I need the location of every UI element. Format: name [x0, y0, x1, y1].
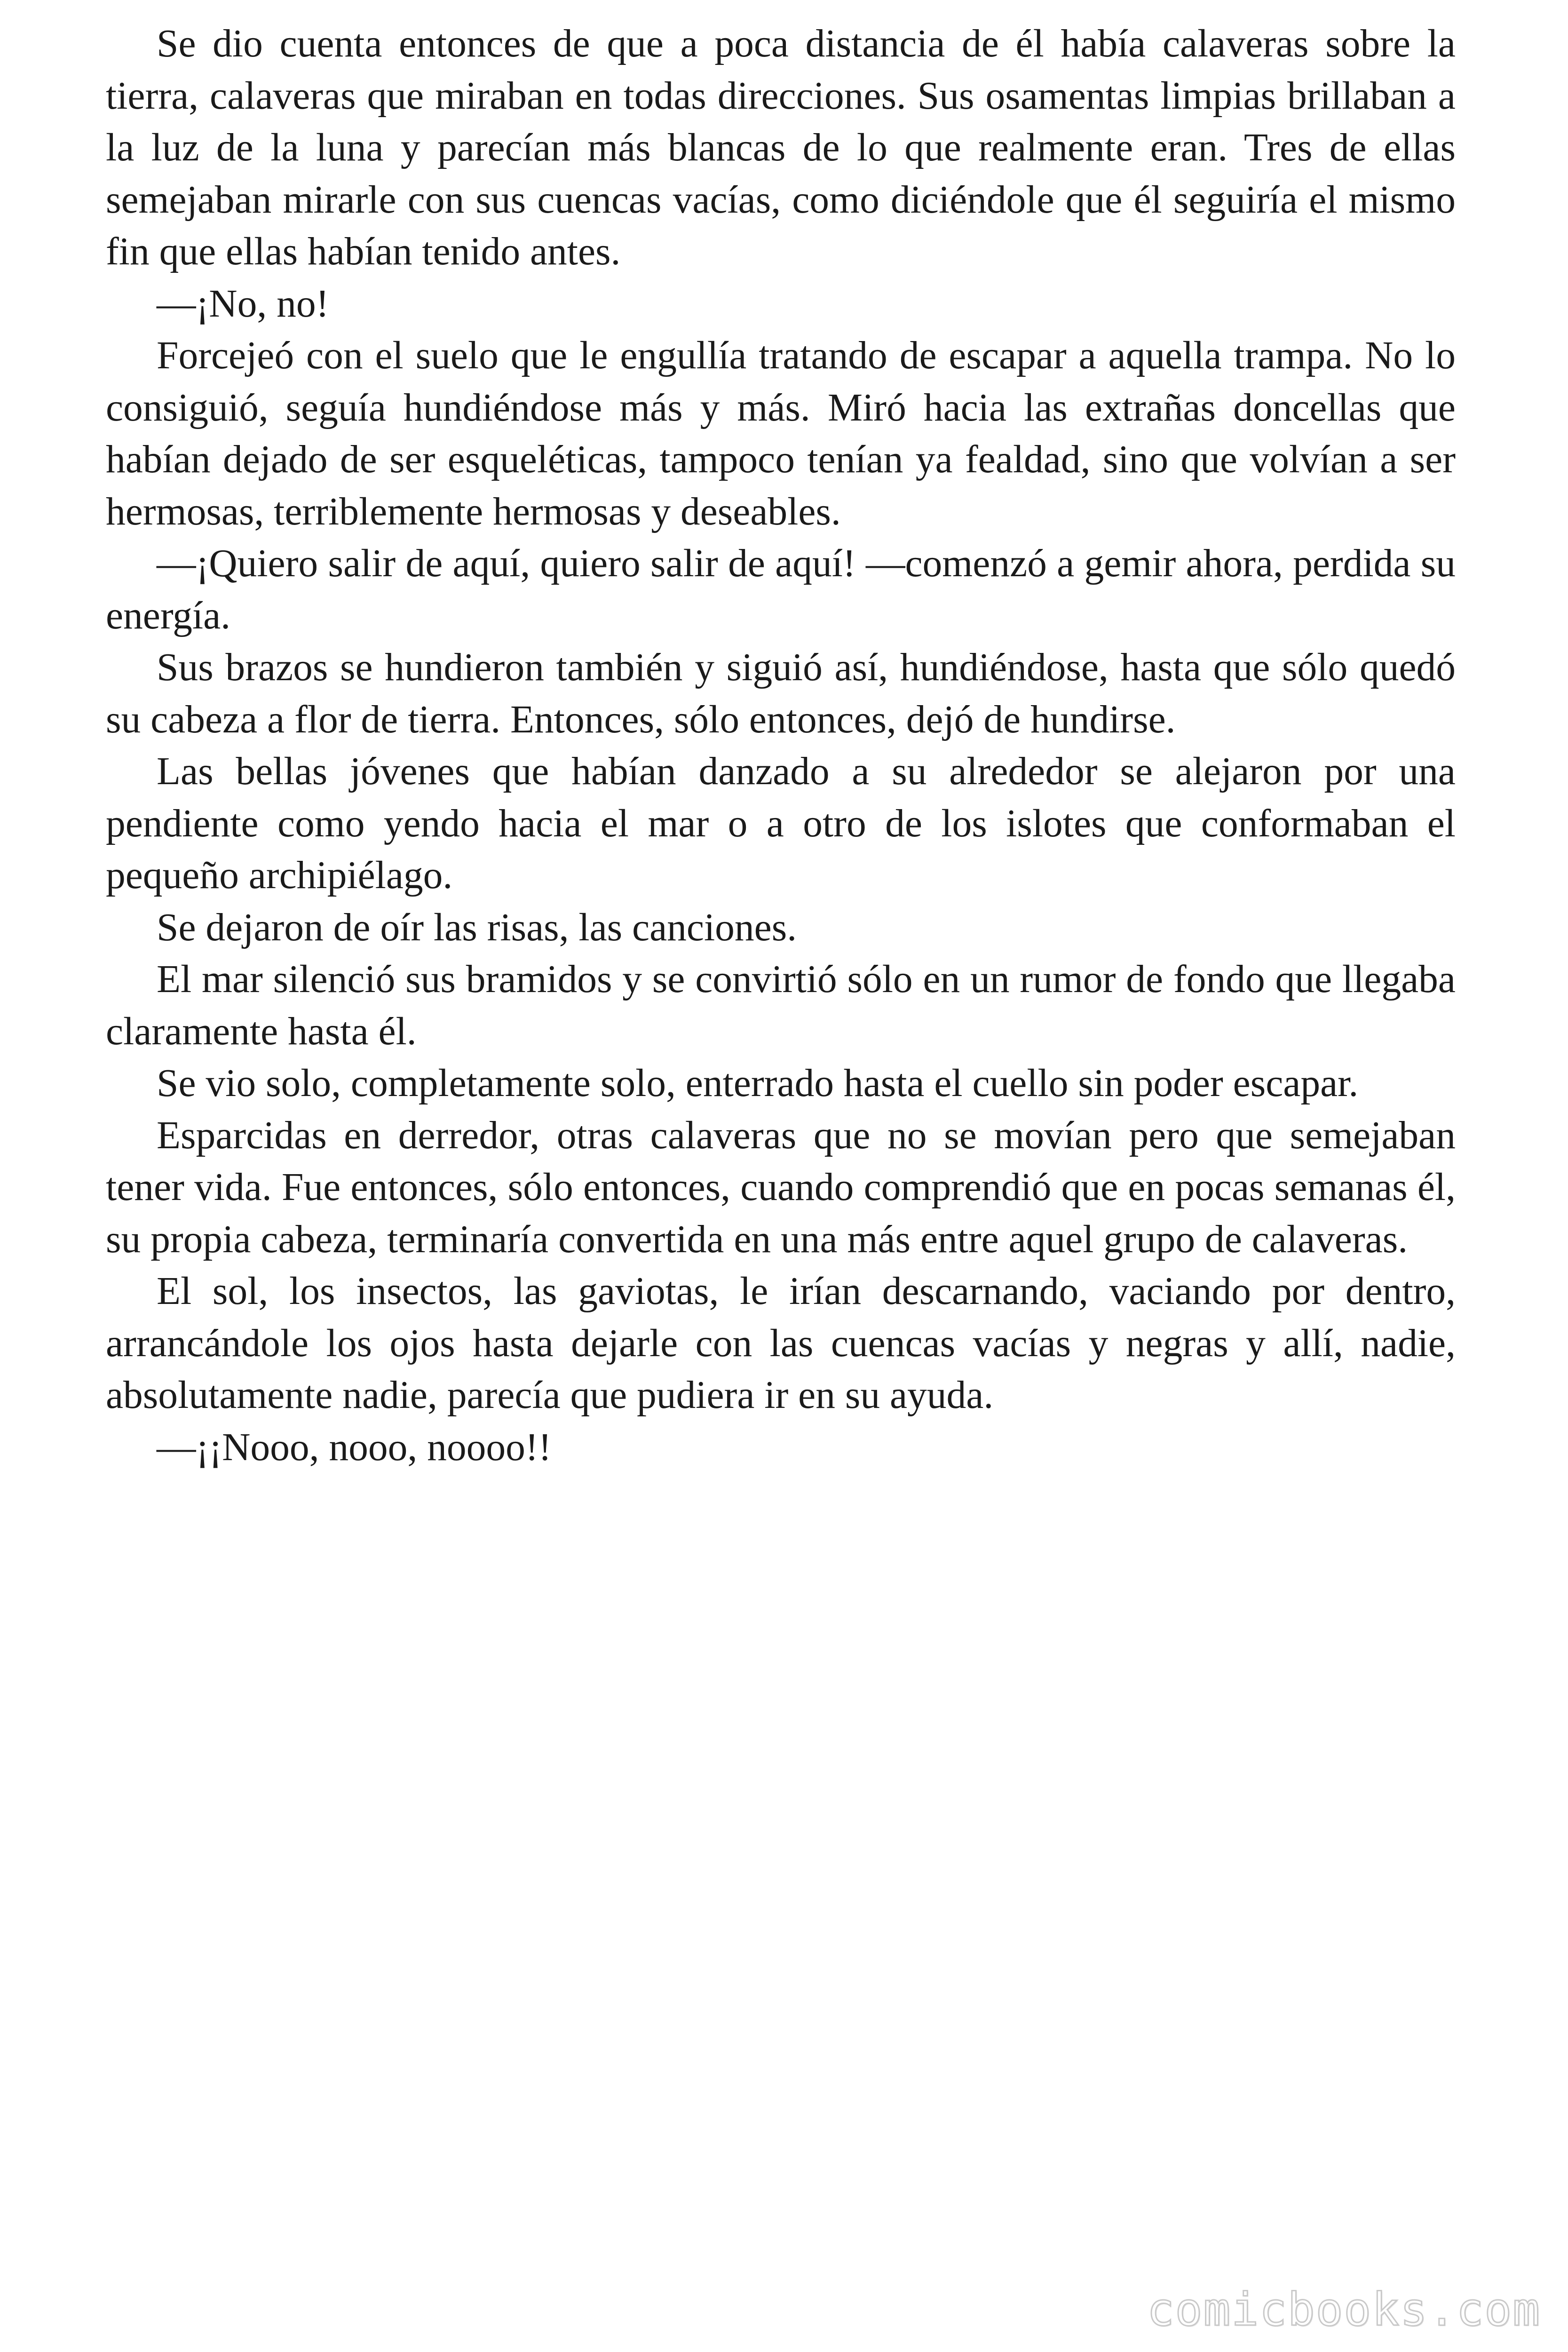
paragraph: —¡No, no!	[157, 282, 329, 326]
paragraph: Las bellas jóvenes que habían danzado a su alrededor se alejaron por una pendiente como yendo hacia el mar o a otro de los islotes que conformaban el pequeño archipiélago.	[106, 750, 1456, 897]
paragraph: El sol, los insectos, las gaviotas, le irían descarnando, vaciando por dentro, arrancándole los ojos hasta dejarle con las cuencas vacías y negras y allí, nadie, absolutamente nadie, parecía que pudiera ir en su ayuda.	[106, 1270, 1456, 1417]
watermark: comicbooks.com	[1147, 2283, 1541, 2336]
paragraph: —¡¡Nooo, nooo, noooo!!	[157, 1425, 552, 1469]
paragraph: Se dio cuenta entonces de que a poca distancia de él había calaveras sobre la tierra, calaveras que miraban en todas direcciones. Sus osamentas limpias brillaban a la luz de la luna y parecían más blancas de lo que realmente eran. Tres de ellas semejaban mirarle con sus cuencas vacías, como diciéndole que él seguiría el mismo fin que ellas habían tenido antes.	[106, 22, 1456, 273]
paragraph: Se dejaron de oír las risas, las canciones.	[157, 906, 797, 949]
paragraph: Se vio solo, completamente solo, enterrado hasta el cuello sin poder escapar.	[157, 1062, 1359, 1105]
paragraph: —¡Quiero salir de aquí, quiero salir de aquí! —comenzó a gemir ahora, perdida su energía.	[106, 542, 1456, 637]
body-text	[106, 18, 1456, 1473]
paragraph: El mar silenció sus bramidos y se convirtió sólo en un rumor de fondo que llegaba claramente hasta él.	[106, 958, 1456, 1053]
paragraph: Forcejeó con el suelo que le engullía tratando de escapar a aquella trampa. No lo consiguió, seguía hundiéndose más y más. Miró hacia las extrañas doncellas que habían dejado de ser esqueléticas, tampoco tenían ya fealdad, sino que volvían a ser hermosas, terriblemente hermosas y deseables.	[106, 334, 1456, 533]
paragraph: Sus brazos se hundieron también y siguió así, hundiéndose, hasta que sólo quedó su cabeza a flor de tierra. Entonces, sólo entonces, dejó de hundirse.	[106, 646, 1456, 741]
paragraph: Esparcidas en derredor, otras calaveras que no se movían pero que semejaban tener vida. Fue entonces, sólo entonces, cuando comprendió que en pocas semanas él, su propia cabeza, terminaría convertida en una más entre aquel grupo de calaveras.	[106, 1113, 1456, 1261]
